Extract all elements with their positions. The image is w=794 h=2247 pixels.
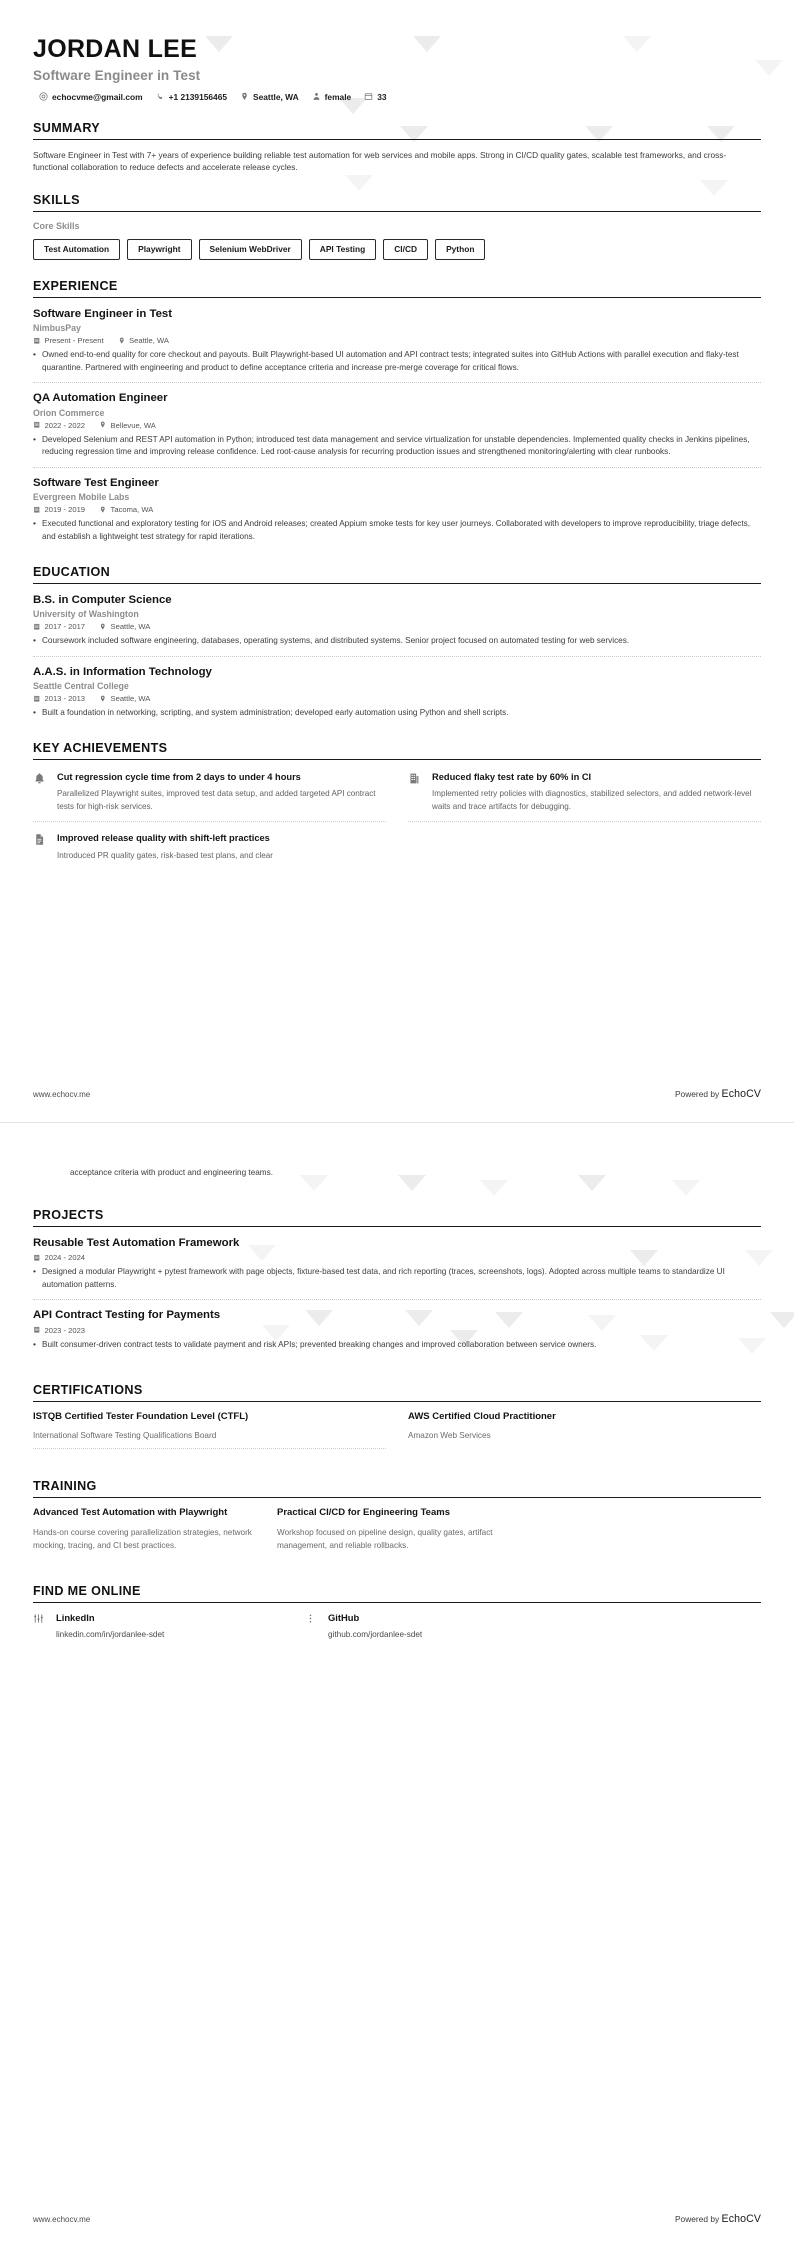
section-certifications [33,1383,761,1449]
location-pin-icon [99,421,107,429]
resume-page-2 [0,1123,794,2247]
skills-group-label: Core Skills [33,221,761,231]
section-rule [33,583,761,584]
person-icon [312,92,321,101]
training-item [277,1507,499,1552]
location-pin-icon [118,337,126,345]
job-company: Evergreen Mobile Labs [33,492,761,502]
calendar-icon [33,421,41,429]
achievement-item [33,769,386,823]
job-bullets [33,349,761,374]
location-pin-icon [99,623,107,631]
school-name: University of Washington [33,609,761,619]
calendar-icon [364,92,373,101]
location-pin-icon [99,695,107,703]
skill-chip[interactable]: Playwright [127,239,191,259]
education-location [99,694,150,703]
achievement-title: Reduced flaky test rate by 60% in CI [432,771,761,784]
job-title: QA Automation Engineer [33,391,761,405]
skill-chip[interactable]: API Testing [309,239,376,259]
education-entry [33,593,761,657]
section-find-me-online [33,1584,761,1639]
section-key-achievements [33,741,761,879]
education-dates [33,622,85,631]
footer-site[interactable]: www.echocv.me [33,2215,90,2224]
achievement-grid-spacer [408,830,761,878]
achievement-desc-continued: acceptance criteria with product and engineering teams. [33,1123,761,1180]
section-rule [33,1226,761,1227]
phone-icon [156,92,165,101]
job-dates [33,336,104,345]
section-rule [33,1497,761,1498]
bell-icon [33,771,49,814]
job-bullets [33,434,761,459]
job-bullet: • Owned end-to-end quality for core checkout and payouts. Built Playwright-based UI automation and API contract tests; integrated suites into GitHub Actions with parallel execution and flaky-test quarantine. Partnered with engineering and product to define acceptance criteria and increase pre-merge coverage for critical flows. [33,349,761,374]
contact-email[interactable] [39,92,143,102]
section-heading-links: FIND ME ONLINE [33,1584,761,1602]
project-bullets [33,1339,761,1352]
section-skills [33,193,761,259]
job-location [99,421,156,430]
achievement-item [33,830,386,870]
education-location-text: Seattle, WA [111,694,151,703]
contact-location-text: Seattle, WA [253,92,299,102]
certification-item [33,1411,386,1449]
achievement-item [408,769,761,823]
skills-chip-list [33,239,761,259]
section-rule [33,1602,761,1603]
footer-site[interactable]: www.echocv.me [33,1090,90,1099]
section-heading-summary: SUMMARY [33,121,761,139]
calendar-icon [33,506,41,514]
experience-entry [33,476,761,546]
building-icon [408,771,424,814]
project-entry [33,1236,761,1301]
link-url[interactable]: github.com/jordanlee-sdet [328,1630,422,1639]
achievements-grid [33,769,761,879]
training-title: Advanced Test Automation with Playwright [33,1507,255,1520]
skill-chip[interactable]: Selenium WebDriver [199,239,302,259]
document-icon [33,832,49,862]
education-location-text: Seattle, WA [111,622,151,631]
training-desc: Workshop focused on pipeline design, quality gates, artifact management, and reliable rollbacks. [277,1526,499,1552]
calendar-icon [33,337,41,345]
candidate-name: JORDAN LEE [33,36,761,64]
page-footer [33,2213,761,2225]
project-title: API Contract Testing for Payments [33,1308,761,1322]
education-meta [33,694,761,703]
footer-powered-prefix: Powered by [675,2214,719,2224]
job-dates [33,505,85,514]
summary-text: Software Engineer in Test with 7+ years of experience building reliable test automation for web services and mobile apps. Strong in CI/CD quality gates, scalable test frameworks, and cross-functional collaboration to reduce defects and accelerate release cycles. [33,149,761,175]
job-bullet: • Developed Selenium and REST API automation in Python; introduced test data management and service virtualization for unstable dependencies. Implemented quality checks in Jenkins pipelines, reducing regression time and improving release confidence. Led root-cause analysis for recurring production issues and strengthened monitoring/alerting with clear runbooks. [33,434,761,459]
calendar-icon [33,1254,41,1262]
job-location-text: Tacoma, WA [111,505,154,514]
achievement-desc: Implemented retry policies with diagnostics, stabilized selectors, and added network-level waits and trace artifacts for debugging. [432,788,761,813]
job-meta [33,421,761,430]
calendar-icon [33,623,41,631]
training-title: Practical CI/CD for Engineering Teams [277,1507,499,1520]
school-name: Seattle Central College [33,681,761,691]
section-rule [33,139,761,140]
resume-header [33,0,761,102]
dots-vertical-icon [305,1612,319,1639]
education-bullets [33,635,761,648]
degree-title: A.A.S. in Information Technology [33,665,761,679]
project-title: Reusable Test Automation Framework [33,1236,761,1250]
degree-title: B.S. in Computer Science [33,593,761,607]
link-title: LinkedIn [56,1612,164,1623]
section-heading-projects: PROJECTS [33,1208,761,1226]
certification-title: ISTQB Certified Tester Foundation Level (CTFL) [33,1411,386,1423]
training-desc: Hands-on course covering parallelization strategies, network mocking, tracing, and CI best practices. [33,1526,255,1552]
link-url[interactable]: linkedin.com/in/jordanlee-sdet [56,1630,164,1639]
project-entry [33,1308,761,1353]
section-heading-certifications: CERTIFICATIONS [33,1383,761,1401]
section-rule [33,1401,761,1402]
job-meta [33,336,761,345]
certification-issuer: International Software Testing Qualifications Board [33,1430,386,1442]
achievement-desc: Introduced PR quality gates, risk-based test plans, and clear [57,850,273,863]
job-dates-text: 2019 - 2019 [45,505,86,514]
section-heading-training: TRAINING [33,1479,761,1497]
footer-brand: EchoCV [722,1088,761,1100]
education-bullets [33,707,761,720]
skill-chip[interactable]: Test Automation [33,239,120,259]
education-dates-text: 2013 - 2013 [45,694,86,703]
achievement-title: Cut regression cycle time from 2 days to under 4 hours [57,771,386,784]
education-dates [33,694,85,703]
certification-issuer: Amazon Web Services [408,1430,761,1442]
education-bullet: • Built a foundation in networking, scripting, and system administration; developed early automation using Python and shell scripts. [33,707,761,720]
project-dates [33,1326,85,1335]
contact-gender-text: female [325,92,352,102]
contact-phone[interactable] [156,92,227,102]
location-pin-icon [99,506,107,514]
contact-age-text: 33 [377,92,386,102]
link-item-github[interactable] [305,1612,555,1639]
page-footer [33,1088,761,1100]
experience-entry [33,391,761,468]
section-heading-skills: SKILLS [33,193,761,211]
email-icon [39,92,48,101]
certifications-grid [33,1411,761,1449]
achievement-desc: Parallelized Playwright suites, improved test data setup, and added targeted API contract tests for high-risk services. [57,788,386,813]
section-summary [33,121,761,175]
job-location-text: Seattle, WA [129,336,169,345]
job-meta [33,505,761,514]
skill-chip[interactable]: Python [435,239,485,259]
skill-chip[interactable]: CI/CD [383,239,428,259]
section-heading-education: EDUCATION [33,565,761,583]
footer-powered-by [675,1088,761,1100]
education-dates-text: 2017 - 2017 [45,622,86,631]
contact-location [240,92,299,102]
job-title: Software Test Engineer [33,476,761,490]
section-rule [33,759,761,760]
section-projects [33,1208,761,1354]
job-location [99,505,153,514]
section-rule [33,297,761,298]
footer-powered-by [675,2213,761,2225]
education-bullet: • Coursework included software engineering, databases, operating systems, and distributed systems. Senior project focused on automated testing for web services. [33,635,761,648]
section-heading-achievements: KEY ACHIEVEMENTS [33,741,761,759]
project-bullet: • Built consumer-driven contract tests to validate payment and risk APIs; prevented breaking changes and improved collaboration between service owners. [33,1339,761,1352]
section-heading-experience: EXPERIENCE [33,279,761,297]
job-dates-text: Present - Present [45,336,104,345]
training-grid [33,1507,761,1552]
project-meta [33,1253,761,1262]
certification-item [408,1411,761,1449]
training-item [33,1507,255,1552]
project-dates-text: 2023 - 2023 [45,1326,86,1335]
resume-page-1 [0,0,794,1122]
job-dates-text: 2022 - 2022 [45,421,86,430]
candidate-role: Software Engineer in Test [33,68,761,83]
sliders-icon [33,1612,47,1639]
section-training [33,1479,761,1552]
job-location-text: Bellevue, WA [111,421,156,430]
contact-row [33,92,761,102]
experience-entry [33,307,761,384]
project-bullets [33,1266,761,1291]
project-bullet: • Designed a modular Playwright + pytest framework with page objects, fixture-based test data, and rich reporting (traces, screenshots, logs). Adopted across multiple teams to standardize UI automation patterns. [33,1266,761,1291]
section-education [33,565,761,722]
section-experience [33,279,761,546]
project-dates-text: 2024 - 2024 [45,1253,86,1262]
link-item-linkedin[interactable] [33,1612,283,1639]
section-rule [33,211,761,212]
job-company: Orion Commerce [33,408,761,418]
job-bullet: • Executed functional and exploratory testing for iOS and Android releases; created Appium smoke tests for key user journeys. Collaborated with developers to improve reproducibility, triage defects, and establish a lightweight test strategy for rapid iterations. [33,518,761,543]
job-title: Software Engineer in Test [33,307,761,321]
project-meta [33,1326,761,1335]
job-dates [33,421,85,430]
education-meta [33,622,761,631]
footer-powered-prefix: Powered by [675,1089,719,1099]
achievement-title: Improved release quality with shift-left practices [57,832,273,845]
job-location [118,336,169,345]
education-location [99,622,150,631]
links-grid [33,1612,761,1639]
job-company: NimbusPay [33,323,761,333]
calendar-icon [33,695,41,703]
contact-phone-text: +1 2139156465 [169,92,227,102]
contact-email-text: echocvme@gmail.com [52,92,143,102]
certification-title: AWS Certified Cloud Practitioner [408,1411,761,1423]
location-pin-icon [240,92,249,101]
project-dates [33,1253,85,1262]
job-bullets [33,518,761,543]
link-title: GitHub [328,1612,422,1623]
contact-age [364,92,386,102]
footer-brand: EchoCV [722,2213,761,2225]
contact-gender [312,92,352,102]
education-entry [33,665,761,722]
calendar-icon [33,1326,41,1334]
